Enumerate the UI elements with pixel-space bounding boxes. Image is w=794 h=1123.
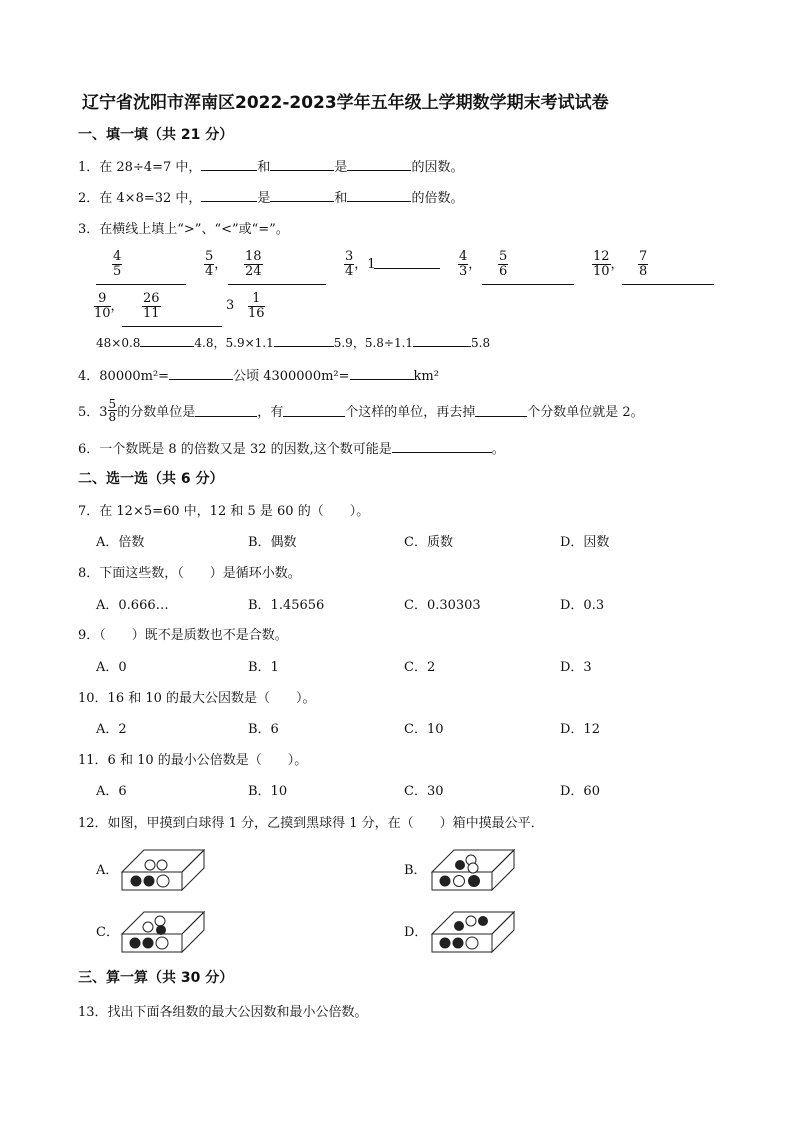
q4-text-b: 公顷 4300000m²= xyxy=(233,369,350,384)
q3-f10-den: 11 xyxy=(143,306,160,321)
section-calculation: 三、算一算（共 30 分） xyxy=(78,970,234,986)
question-2 xyxy=(78,187,463,206)
q3-fraction-7-8 xyxy=(638,250,648,279)
q3-f4-num: 3 xyxy=(345,249,354,264)
q3-fraction-12-10 xyxy=(592,250,624,279)
q3-fraction-1-16 xyxy=(248,292,265,321)
q1-text-a: 1．在 28÷4=7 中， xyxy=(78,160,202,175)
q1-text-b: 和 xyxy=(257,160,271,175)
q3-d-blank-2[interactable] xyxy=(274,334,334,347)
q3-blank-5[interactable] xyxy=(622,284,714,285)
q2-text-a: 2．在 4×8=32 中， xyxy=(78,191,202,206)
q11-option-a[interactable]: A．6 xyxy=(96,784,127,799)
q3-d-b: 4.8，5.9×1.1 xyxy=(194,336,274,350)
q12-option-d[interactable]: D． xyxy=(404,925,428,940)
q7-option-d[interactable]: D．因数 xyxy=(560,535,610,550)
q3-blank-3[interactable] xyxy=(374,268,440,269)
q12-option-a[interactable]: A． xyxy=(96,863,119,878)
q5-text-c: ，有 xyxy=(257,405,284,420)
q3-fraction-4-3 xyxy=(458,250,481,279)
question-4 xyxy=(78,365,439,384)
q3-f7-num: 12 xyxy=(593,249,610,264)
q3-decimal-row xyxy=(96,334,490,351)
q3-f4-den: 4 xyxy=(345,264,354,279)
q8-option-c[interactable]: C．0.30303 xyxy=(404,598,481,613)
question-3: 3．在横线上填上“>”、“<”或“=”。 xyxy=(78,222,289,237)
q8-option-b[interactable]: B．1.45656 xyxy=(248,598,325,613)
q3-blank-1[interactable] xyxy=(96,284,186,285)
q3-f7-den: 10 xyxy=(593,264,610,279)
q3-d-blank-3[interactable] xyxy=(413,334,471,347)
q3-f3-den: 24 xyxy=(245,264,262,279)
q3-d-d: 5.8 xyxy=(471,336,491,350)
q5-text-e: 个分数单位就是 2。 xyxy=(527,405,644,420)
question-8: 8．下面这些数，（ ）是循环小数。 xyxy=(78,566,301,581)
q5-blank-2[interactable] xyxy=(283,404,345,417)
q3-sep-9: ， xyxy=(110,299,124,314)
q10-option-b[interactable]: B．6 xyxy=(248,722,279,737)
box-a-illustration xyxy=(118,846,208,892)
q2-text-b: 是 xyxy=(257,191,271,206)
q3-blank-6[interactable] xyxy=(122,326,222,327)
q3-d-a: 48×0.8 xyxy=(96,336,141,350)
q7-option-a[interactable]: A．倍数 xyxy=(96,535,145,550)
q10-option-d[interactable]: D．12 xyxy=(560,722,600,737)
q1-blank-1[interactable] xyxy=(201,158,257,171)
q3-d-c: 5.9，5.8÷1.1 xyxy=(333,336,414,350)
question-5 xyxy=(78,398,644,423)
q3-f2-den: 4 xyxy=(205,264,214,279)
q4-text-c: km² xyxy=(413,369,439,384)
question-9: 9．（ ）既不是质数也不是合数。 xyxy=(78,628,288,643)
q3-f5-num: 4 xyxy=(459,249,468,264)
box-b-illustration xyxy=(428,846,518,892)
q9-option-c[interactable]: C．2 xyxy=(404,660,436,675)
q2-text-d: 的倍数。 xyxy=(411,191,464,206)
q3-f8-den: 8 xyxy=(639,264,648,279)
q3-blank-2[interactable] xyxy=(228,284,326,285)
q4-blank-1[interactable] xyxy=(169,367,233,380)
q3-one: 1 xyxy=(367,257,376,272)
q6-text-b: 。 xyxy=(491,442,505,457)
q6-text-a: 6．一个数既是 8 的倍数又是 32 的因数,这个数可能是 xyxy=(78,442,392,457)
q4-text-a: 4．80000m²= xyxy=(78,369,170,384)
q5-frac-num: 5 xyxy=(108,397,117,411)
q9-option-b[interactable]: B．1 xyxy=(248,660,279,675)
q4-blank-2[interactable] xyxy=(350,367,414,380)
q5-blank-3[interactable] xyxy=(475,404,527,417)
q3-d-blank-1[interactable] xyxy=(140,334,194,347)
question-13: 13．找出下面各组数的最大公因数和最小公倍数。 xyxy=(78,1005,368,1020)
q3-sep-5: ， xyxy=(468,257,482,272)
q11-option-b[interactable]: B．10 xyxy=(248,784,288,799)
section-multiple-choice: 二、选一选（共 6 分） xyxy=(78,471,224,487)
q3-f8-num: 7 xyxy=(639,249,648,264)
q3-f1-num: 4 xyxy=(113,249,122,264)
q3-f10-num: 26 xyxy=(143,291,160,306)
q12-option-b[interactable]: B． xyxy=(404,863,427,878)
q3-fraction-5-4 xyxy=(204,250,227,279)
box-c-illustration xyxy=(118,908,208,954)
q3-f9-num: 9 xyxy=(94,292,111,307)
q5-frac-den: 8 xyxy=(108,410,117,424)
page-title: 辽宁省沈阳市浑南区2022-2023学年五年级上学期数学期末考试试卷 xyxy=(82,93,609,113)
q7-option-b[interactable]: B．偶数 xyxy=(248,535,297,550)
q1-text-d: 的因数。 xyxy=(411,160,464,175)
q3-fraction-9-10 xyxy=(94,292,124,321)
q10-option-a[interactable]: A．2 xyxy=(96,722,127,737)
question-7: 7．在 12×5=60 中，12 和 5 是 60 的（ ）。 xyxy=(78,504,370,519)
q11-option-c[interactable]: C．30 xyxy=(404,784,444,799)
q3-blank-4[interactable] xyxy=(482,284,574,285)
q3-fraction-26-11 xyxy=(142,292,161,321)
q8-option-d[interactable]: D．0.3 xyxy=(560,598,605,613)
q5-text-a: 5．3 xyxy=(78,405,108,420)
q2-blank-3[interactable] xyxy=(347,189,411,202)
q11-option-d[interactable]: D．60 xyxy=(560,784,600,799)
q3-f2-num: 5 xyxy=(205,249,214,264)
q1-text-c: 是 xyxy=(334,160,348,175)
question-11: 11．6 和 10 的最小公倍数是（ ）。 xyxy=(78,753,308,768)
q5-text-b: 的分数单位是 xyxy=(117,405,196,420)
q2-blank-2[interactable] xyxy=(270,189,334,202)
q1-blank-3[interactable] xyxy=(347,158,411,171)
q3-f6-den: 6 xyxy=(499,264,508,279)
q8-option-a[interactable]: A．0.666… xyxy=(96,598,169,613)
q5-text-d: 个这样的单位，再去掉 xyxy=(345,405,476,420)
q7-option-c[interactable]: C．质数 xyxy=(404,535,453,550)
q3-fraction-3-4 xyxy=(344,250,376,279)
q9-option-d[interactable]: D．3 xyxy=(560,660,592,675)
q3-three: 3 xyxy=(226,298,235,313)
q9-option-a[interactable]: A．0 xyxy=(96,660,127,675)
question-12: 12．如图，甲摸到白球得 1 分，乙摸到黑球得 1 分，在（ ）箱中摸最公平． xyxy=(78,816,544,831)
q3-fraction-18-24 xyxy=(244,250,263,279)
q3-sep-2: ， xyxy=(214,257,228,272)
q3-f11-den: 16 xyxy=(248,306,265,321)
q3-f5-den: 3 xyxy=(459,264,468,279)
question-6 xyxy=(78,438,505,457)
box-d-illustration xyxy=(428,908,518,954)
q3-sep-4: ， xyxy=(354,257,368,272)
q3-f3-num: 18 xyxy=(245,249,262,264)
q10-option-c[interactable]: C．10 xyxy=(404,722,444,737)
q3-fraction-5-6 xyxy=(498,250,508,279)
q6-blank-1[interactable] xyxy=(392,440,492,453)
q2-text-c: 和 xyxy=(334,191,348,206)
q5-blank-1[interactable] xyxy=(195,404,257,417)
q3-f9-den: 10 xyxy=(94,306,111,321)
question-10: 10．16 和 10 的最大公因数是（ ）。 xyxy=(78,691,316,706)
q3-sep-7: ， xyxy=(610,257,624,272)
q1-blank-2[interactable] xyxy=(270,158,334,171)
q2-blank-1[interactable] xyxy=(201,189,257,202)
q3-f6-num: 5 xyxy=(499,249,508,264)
q3-f1-den: 5 xyxy=(113,264,122,279)
q3-fraction-4-5 xyxy=(112,250,122,279)
question-1 xyxy=(78,156,463,175)
section-fill-in: 一、填一填（共 21 分） xyxy=(78,127,234,143)
q3-f11-num: 1 xyxy=(248,292,265,307)
q12-option-c[interactable]: C． xyxy=(96,925,119,940)
